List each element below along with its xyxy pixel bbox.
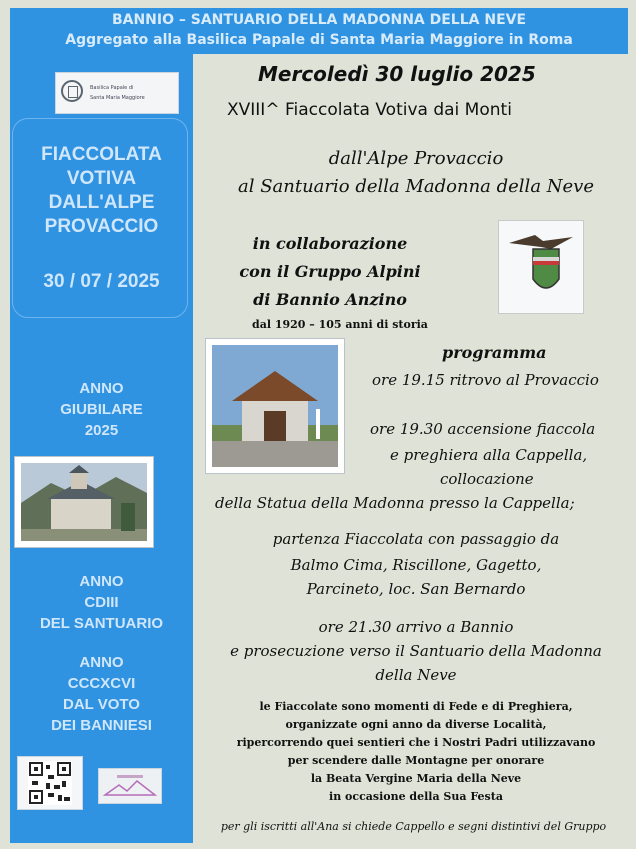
closing-note-4: per scendere dalle Montagne per onorare [287,754,545,767]
closing-note-1: le Fiaccolate sono momenti di Fede e di Preghiera, [259,700,573,713]
program-item-1: ore 19.15 ritrovo al Provaccio [372,371,599,389]
sanctuary-year-2: CDIII [84,594,119,611]
program-item-3b: Balmo Cima, Riscillone, Gagetto, [290,556,542,574]
sanctuary-year-3: DEL SANTUARIO [39,615,164,632]
jubilee-line-2: GIUBILARE [60,401,143,418]
chapel-photo-image [212,345,338,467]
program-item-2b: e preghiera alla Cappella, [390,446,588,464]
program-item-2c: collocazione [440,470,534,488]
collab-line-1: in collaborazione [252,234,408,253]
basilica-logo [55,72,179,114]
event-date-heading: Mercoledì 30 luglio 2025 [258,62,536,86]
edition-title: XVIII^ Fiaccolata Votiva dai Monti [227,100,512,120]
route-line-1: dall'Alpe Provaccio [328,148,504,169]
vow-year-4: DEI BANNIESI [51,717,152,734]
mountain-logo-icon [99,769,161,803]
closing-note-3: ripercorrendo quei sentieri che i Nostri Padri utilizzavano [236,736,596,749]
program-item-3a: partenza Fiaccolata con passaggio da [272,530,560,548]
event-title-3: DALL'ALPE [48,192,155,213]
program-item-4a: ore 21.30 arrivo a Bannio [318,618,514,636]
alpini-emblem [498,220,584,314]
program-item-4c: della Neve [375,666,457,684]
program-item-4b: e prosecuzione verso il Santuario della Madonna [230,642,602,660]
sanctuary-year-1: ANNO [79,573,124,590]
parish-logo [98,768,162,804]
vow-year-2: CCCXCVI [67,675,136,692]
qr-code-icon [18,757,82,809]
sanctuary-photo-image [21,463,147,541]
logo-line-2: Santa Maria Maggiore [90,95,145,101]
program-item-3c: Parcineto, loc. San Bernardo [306,580,526,598]
collab-line-2: con il Gruppo Alpini [239,262,421,281]
logo-line-1: Basilica Papale di [90,85,134,91]
banner-title: BANNIO – SANTUARIO DELLA MADONNA DELLA NEVE [111,12,527,28]
chapel-photo [205,338,345,474]
programma-title: programma [442,343,547,362]
event-title-4: PROVACCIO [44,216,159,237]
history-note: dal 1920 – 105 anni di storia [252,318,428,331]
sanctuary-photo [14,456,154,548]
jubilee-line-1: ANNO [79,380,124,397]
eagle-shield-icon [499,221,583,313]
event-date: 30 / 07 / 2025 [43,271,160,292]
collab-line-3: di Bannio Anzino [253,290,407,309]
header-banner [10,8,628,54]
basilica-seal-icon [61,80,83,102]
event-title-2: VOTIVA [66,168,137,189]
route-line-2: al Santuario della Madonna della Neve [237,176,594,197]
program-item-2a: ore 19.30 accensione fiaccola [370,420,596,438]
banner-subtitle: Aggregato alla Basilica Papale di Santa Maria Maggiore in Roma [65,32,573,48]
jubilee-line-3: 2025 [84,422,119,439]
closing-note-2: organizzate ogni anno da diverse Località, [285,718,547,731]
footer-note: per gli iscritti all'Ana si chiede Cappello e segni distintivi del Gruppo [220,820,607,833]
vow-year-3: DAL VOTO [63,696,140,713]
program-item-2d: della Statua della Madonna presso la Cappella; [215,494,575,512]
closing-note-5: la Beata Vergine Maria della Neve [310,772,522,785]
qr-code[interactable] [17,756,83,810]
vow-year-1: ANNO [79,654,124,671]
event-title-1: FIACCOLATA [41,144,162,165]
closing-note-6: in occasione della Sua Festa [329,790,503,803]
